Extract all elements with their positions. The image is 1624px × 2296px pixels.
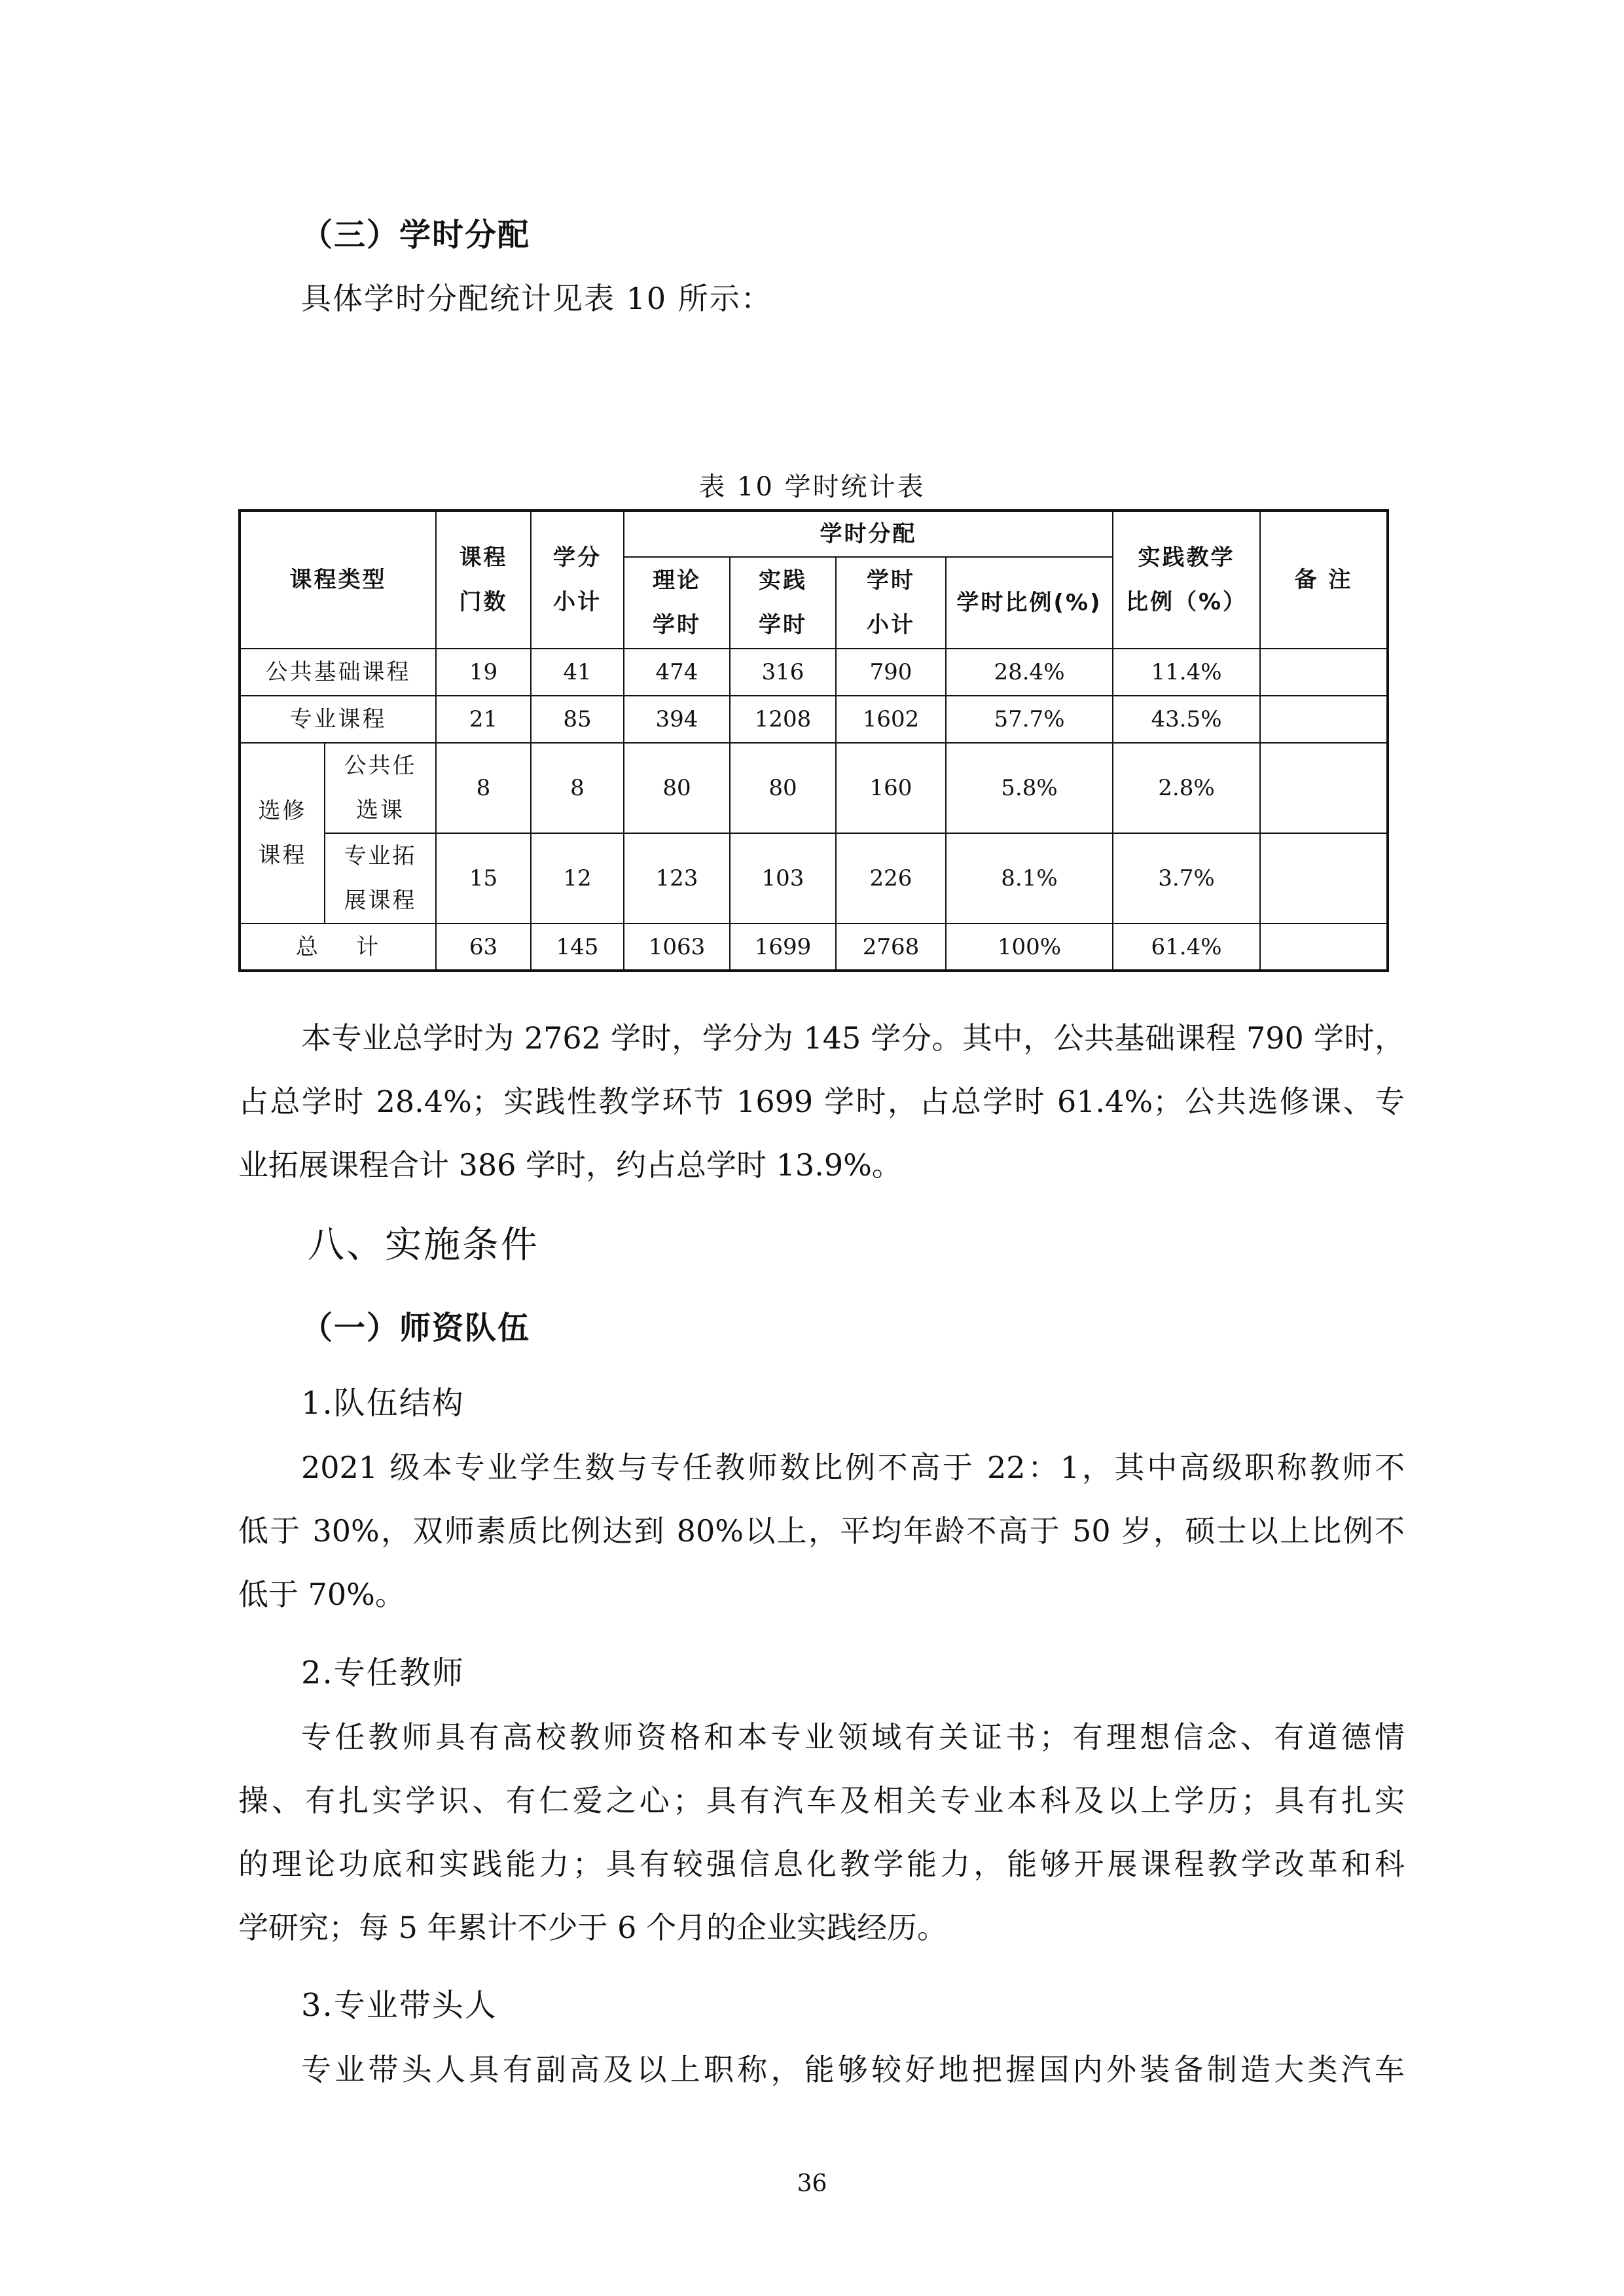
paragraph-line: 专业带头人具有副高及以上职称，能够较好地把握国内外装备制造大类汽车	[301, 2052, 1405, 2087]
header-hours-subtotal: 学时 小计	[836, 557, 946, 649]
cell-practice: 103	[730, 833, 836, 924]
cell-practice-ratio: 11.4%	[1113, 649, 1260, 696]
cell-ratio: 5.8%	[946, 743, 1113, 833]
cell-practice-ratio: 3.7%	[1113, 833, 1260, 924]
cell-practice: 316	[730, 649, 836, 696]
elective-group-label: 选修 课程	[240, 743, 325, 924]
row-label: 公共基础课程	[240, 649, 436, 696]
row-label: 专业拓 展课程	[325, 833, 436, 924]
cell-ratio: 57.7%	[946, 696, 1113, 743]
cell-remark	[1260, 743, 1388, 833]
cell-credits: 8	[531, 743, 624, 833]
cell-credits: 12	[531, 833, 624, 924]
cell-subtotal: 2768	[836, 924, 946, 971]
cell-theory: 394	[624, 696, 730, 743]
cell-count: 21	[436, 696, 531, 743]
paragraph-line: 专任教师具有高校教师资格和本专业领域有关证书；有理想信念、有道德情	[301, 1719, 1405, 1755]
cell-subtotal: 160	[836, 743, 946, 833]
section-heading-hours: （三）学时分配	[301, 217, 531, 253]
cell-count: 19	[436, 649, 531, 696]
table-caption: 表 10 学时统计表	[698, 472, 926, 502]
leader-paragraph	[238, 2038, 1405, 2102]
cell-practice: 1699	[730, 924, 836, 971]
cell-remark	[1260, 649, 1388, 696]
summary-paragraph	[238, 1007, 1405, 1197]
table-row	[240, 743, 1388, 833]
subsection-heading-faculty: （一）师资队伍	[301, 1310, 531, 1346]
cell-credits: 145	[531, 924, 624, 971]
cell-theory: 80	[624, 743, 730, 833]
header-hours-distribution: 学时分配	[624, 511, 1113, 557]
cell-practice-ratio: 2.8%	[1113, 743, 1260, 833]
header-practice-ratio: 实践教学 比例（%）	[1113, 511, 1260, 649]
section-intro: 具体学时分配统计见表 10 所示：	[301, 281, 772, 316]
header-theory-hours: 理论 学时	[624, 557, 730, 649]
paragraph-line: 2021 级本专业学生数与专任教师数比例不高于 22：1，其中高级职称教师不	[301, 1450, 1405, 1485]
cell-theory: 123	[624, 833, 730, 924]
cell-ratio: 28.4%	[946, 649, 1113, 696]
cell-theory: 1063	[624, 924, 730, 971]
cell-subtotal: 1602	[836, 696, 946, 743]
header-course-type: 课程类型	[240, 511, 436, 649]
cell-count: 63	[436, 924, 531, 971]
table-row	[240, 696, 1388, 743]
paragraph-line: 低于 30%，双师素质比例达到 80%以上，平均年龄不高于 50 岁，硕士以上比例不	[238, 1513, 1405, 1549]
cell-remark	[1260, 696, 1388, 743]
cell-practice: 80	[730, 743, 836, 833]
teachers-paragraph	[238, 1706, 1405, 1960]
cell-count: 8	[436, 743, 531, 833]
structure-paragraph	[238, 1436, 1405, 1626]
header-remarks: 备 注	[1260, 511, 1388, 649]
item-heading-teachers: 2.专任教师	[301, 1655, 465, 1691]
paragraph-line: 低于 70%。	[238, 1577, 405, 1612]
paragraph-line: 操、有扎实学识、有仁爱之心；具有汽车及相关专业本科及以上学历；具有扎实	[238, 1783, 1405, 1818]
paragraph-line: 占总学时 28.4%；实践性教学环节 1699 学时，占总学时 61.4%；公共选修课、专	[238, 1084, 1405, 1119]
chapter-heading: 八、实施条件	[308, 1224, 539, 1266]
cell-credits: 41	[531, 649, 624, 696]
cell-remark	[1260, 924, 1388, 971]
header-hours-ratio: 学时比例(%)	[946, 557, 1113, 649]
page-number: 36	[797, 2170, 827, 2197]
paragraph-line: 本专业总学时为 2762 学时，学分为 145 学分。其中，公共基础课程 790 学时，	[301, 1020, 1405, 1056]
header-course-count: 课程 门数	[436, 511, 531, 649]
row-label: 专业课程	[240, 696, 436, 743]
cell-practice-ratio: 43.5%	[1113, 696, 1260, 743]
cell-remark	[1260, 833, 1388, 924]
cell-ratio: 8.1%	[946, 833, 1113, 924]
cell-count: 15	[436, 833, 531, 924]
cell-subtotal: 226	[836, 833, 946, 924]
header-credits: 学分 小计	[531, 511, 624, 649]
table-row-total	[240, 924, 1388, 971]
table-row	[240, 833, 1388, 924]
item-heading-structure: 1.队伍结构	[301, 1385, 465, 1422]
cell-subtotal: 790	[836, 649, 946, 696]
header-practice-hours: 实践 学时	[730, 557, 836, 649]
cell-credits: 85	[531, 696, 624, 743]
hours-statistics-table	[238, 509, 1389, 972]
paragraph-line: 学研究；每 5 年累计不少于 6 个月的企业实践经历。	[238, 1910, 948, 1945]
item-heading-leader: 3.专业带头人	[301, 1987, 497, 2024]
cell-practice-ratio: 61.4%	[1113, 924, 1260, 971]
row-label: 总 计	[240, 924, 436, 971]
cell-practice: 1208	[730, 696, 836, 743]
cell-theory: 474	[624, 649, 730, 696]
paragraph-line: 的理论功底和实践能力；具有较强信息化教学能力，能够开展课程教学改革和科	[238, 1846, 1405, 1882]
cell-ratio: 100%	[946, 924, 1113, 971]
table-row	[240, 649, 1388, 696]
row-label: 公共任 选课	[325, 743, 436, 833]
paragraph-line: 业拓展课程合计 386 学时，约占总学时 13.9%。	[238, 1147, 902, 1183]
